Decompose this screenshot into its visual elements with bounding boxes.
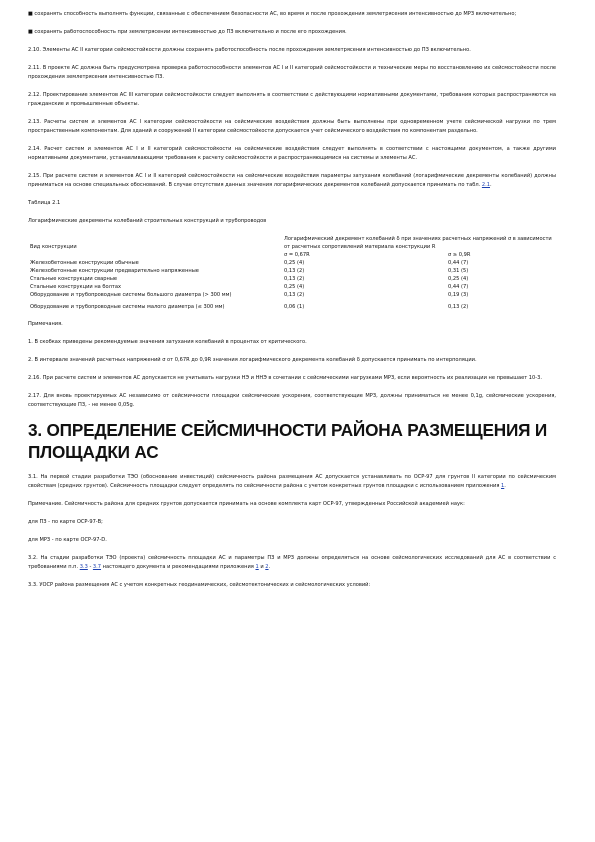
table-row: [28, 303, 556, 311]
table-row: [28, 259, 556, 267]
range-dash: -: [87, 564, 93, 570]
table-cell: 0,25 (4): [284, 260, 305, 266]
bullet-mrz: ■ сохранять способность выполнять функции, связанные с обеспечением безопасности АС, во время и после прохождения землетрясения интенсивностью до МРЗ включительно;: [28, 11, 517, 17]
table-2-1-link[interactable]: 2.1: [481, 182, 490, 188]
document-page: [28, 10, 556, 590]
paragraph-2-14: 2.14. Расчет систем и элементов АС I и II категорий сейсмостойкости на сейсмические воздействия следует выполнять в соответствии с настоящими документом, а также другими нормативными документами, устанавливающими требования к расчету сейсмостойкости и распространяющимися на системы и элементы АС.: [28, 146, 556, 161]
section-heading: 3. ОПРЕДЕЛЕНИЕ СЕЙСМИЧНОСТИ РАЙОНА РАЗМЕЩЕНИЯ И ПЛОЩАДКИ АС: [28, 420, 547, 462]
table-cell: 0,25 (4): [284, 284, 305, 290]
paragraph-2-13: 2.13. Расчеты систем и элементов АС I категории сейсмостойкости на сейсмические воздействия должны быть выполнены при одновременном учете сейсмической нагрузки по трем пространственным компонентам. Для зданий и сооружений II категории сейсмостойкости допускается учет сейсмического воздействия по компонентам раздельно.: [28, 119, 556, 134]
table-cell: 0,13 (2): [284, 268, 305, 274]
note-3-1: Примечание. Сейсмичность района для средних грунтов допускается принимать на основе комплекта карт ОСР-97, утвержденных Российской академией наук:: [28, 501, 465, 507]
table-cell: 0,19 (3): [448, 292, 469, 298]
table-col1-header: Вид конструкции: [30, 244, 77, 250]
appendix-1-link[interactable]: 1: [501, 483, 505, 489]
paragraph-2-10: 2.10. Элементы АС II категории сейсмостойкости должны сохранять работоспособность после прохождения землетрясения интенсивностью до ПЗ включительно.: [28, 47, 471, 53]
paragraph-2-11: 2.11. В проекте АС должна быть предусмотрена проверка работоспособности элементов АС I и II категорий сейсмостойкости и технические меры по восстановлению их сейсмостойкости после прохождения землетрясения интенсивностью ПЗ.: [28, 65, 556, 80]
paragraph-2-15: 2.15. При расчете систем и элементов АС I и II категорий сейсмостойкости на сейсмические воздействия параметры затухания колебаний (логарифмические декременты колебаний) должны приниматься на основе специальных обоснований. В случае отсутствия данных значения логарифмических декрементов колебаний допускается принимать по табл. 2.1.: [28, 173, 556, 188]
appendix-1-link[interactable]: 1: [255, 564, 259, 570]
table-cell: 0,13 (2): [284, 292, 305, 298]
table-row: [28, 291, 556, 303]
appendix-2-link[interactable]: 2: [265, 564, 269, 570]
table-cell: Оборудование и трубопроводные системы большого диаметра (> 300 мм): [30, 292, 232, 298]
note-1: 1. В скобках приведены рекомендуемые значения затухания колебаний в процентах от критического.: [28, 339, 307, 345]
paragraph-2-17: 2.17. Для вновь проектируемых АС независимо от сейсмичности площадки сейсмические ускорения, соответствующие МРЗ, должны приниматься не менее 0,1g, сейсмические ускорения, соответствующие ПЗ, - не менее 0,05g.: [28, 393, 556, 408]
table-header-row: [28, 235, 556, 251]
table-group-header: Логарифмический декремент колебаний δ при значениях расчетных напряжений σ в зависимости от расчетных сопротивлений материала конструкции R: [284, 236, 552, 250]
table-cell: Железобетонные конструкции предварительно напряженные: [30, 268, 199, 274]
table-row: [28, 275, 556, 283]
table-row: [28, 267, 556, 275]
and-word: и: [258, 564, 266, 570]
table-cell: Стальные конструкции на болтах: [30, 284, 122, 290]
table-cell: 0,13 (2): [448, 304, 469, 310]
paragraph-3-2-text: 3.2. На стадии разработки ТЭО (проекта) сейсмичность площадки АС и параметры ПЗ и МРЗ должны определяться на основе сейсмологических исследований для АС в соответствии с требованиями п.п.: [28, 555, 556, 570]
table-title: Логарифмические декременты колебаний строительных конструкций и трубопроводов: [28, 218, 267, 224]
table-cell: 0,31 (5): [448, 268, 469, 274]
table-cell: 0,44 (7): [448, 260, 469, 266]
table-cell: Стальные конструкции сварные: [30, 276, 117, 282]
table-cell: Железобетонные конструкции обычные: [30, 260, 139, 266]
paragraph-2-15-text: 2.15. При расчете систем и элементов АС I и II категорий сейсмостойкости на сейсмические воздействия параметры затухания колебаний (логарифмические декременты колебаний) должны приниматься на основе специальных обоснований. В случае отсутствия данных значения логарифмических декрементов колебаний допускается принимать по табл.: [28, 173, 556, 188]
paragraph-3-3: 3.3. УОСР района размещения АС с учетом конкретных геодинамических, сейсмотектонических и сейсмологических условий:: [28, 582, 371, 588]
paragraph-3-2: [28, 554, 556, 572]
mrz-map-line: для МРЗ - по карте ОСР-97-D.: [28, 537, 107, 543]
section-3-7-link[interactable]: 3.7: [92, 564, 102, 570]
table-cell: 0,25 (4): [448, 276, 469, 282]
table-cell: 0,44 (7): [448, 284, 469, 290]
paragraph-2-12: 2.12. Проектирование элементов АС III категории сейсмостойкости следует выполнять в соответствии с действующими нормативными документами, требования которых распространяются на гражданские и промышленные объекты.: [28, 92, 556, 107]
paragraph-3-1: 3.1. На первой стадии разработки ТЭО (обоснование инвестиций) сейсмичность района размещения АС допускается устанавливать по ОСР-97 для грунтов II категории по сейсмическим свойствам (средних грунтов). Сейсмичность площадки следует определять по сейсмичности района с учетом конкретных грунтов площадки с использованием приложения 1.: [28, 474, 556, 489]
paragraph-3-1-text: 3.1. На первой стадии разработки ТЭО (обоснование инвестиций) сейсмичность района размещения АС допускается устанавливать по ОСР-97 для грунтов II категории по сейсмическим свойствам (средних грунтов). Сейсмичность площадки следует определять по сейсмичности района с учетом конкретных грунтов площадки с использованием приложения: [28, 474, 556, 489]
period: .: [268, 564, 271, 570]
table-cell: Оборудование и трубопроводные системы малого диаметра (≤ 300 мм): [30, 304, 225, 310]
notes-title: Примечания.: [28, 321, 63, 327]
table-cell: 0,13 (2): [284, 276, 305, 282]
note-2: 2. В интервале значений расчетных напряжений σ от 0,67R до 0,9R значения логарифмического декремента колебаний δ допускается принимать по интерполяции.: [28, 357, 477, 363]
table-subheader-row: [28, 251, 556, 259]
table-subheader-2: σ ≥ 0,9R: [448, 252, 471, 258]
section-3-3-link[interactable]: 3.3: [79, 564, 88, 570]
table-cell: 0,06 (1): [284, 304, 305, 310]
bullet-pz: ■ сохранять работоспособность при землетрясении интенсивностью до ПЗ включительно и после его прохождения.: [28, 29, 347, 35]
table-caption: Таблица 2.1: [28, 200, 61, 206]
paragraph-2-16: 2.16. При расчете систем и элементов АС допускается не учитывать нагрузки НЭ и ННЭ в сочетании с сейсмическими нагрузками МРЗ, если вероятность их реализации не превышает 10-3.: [28, 375, 542, 381]
damping-table: [28, 235, 556, 311]
paragraph-3-2-text-b: настоящего документа и рекомендациями приложения: [101, 564, 256, 570]
pz-map-line: для ПЗ - по карте ОСР-97-В;: [28, 519, 103, 525]
table-row: [28, 283, 556, 291]
table-subheader-1: σ = 0,67R: [284, 252, 310, 258]
